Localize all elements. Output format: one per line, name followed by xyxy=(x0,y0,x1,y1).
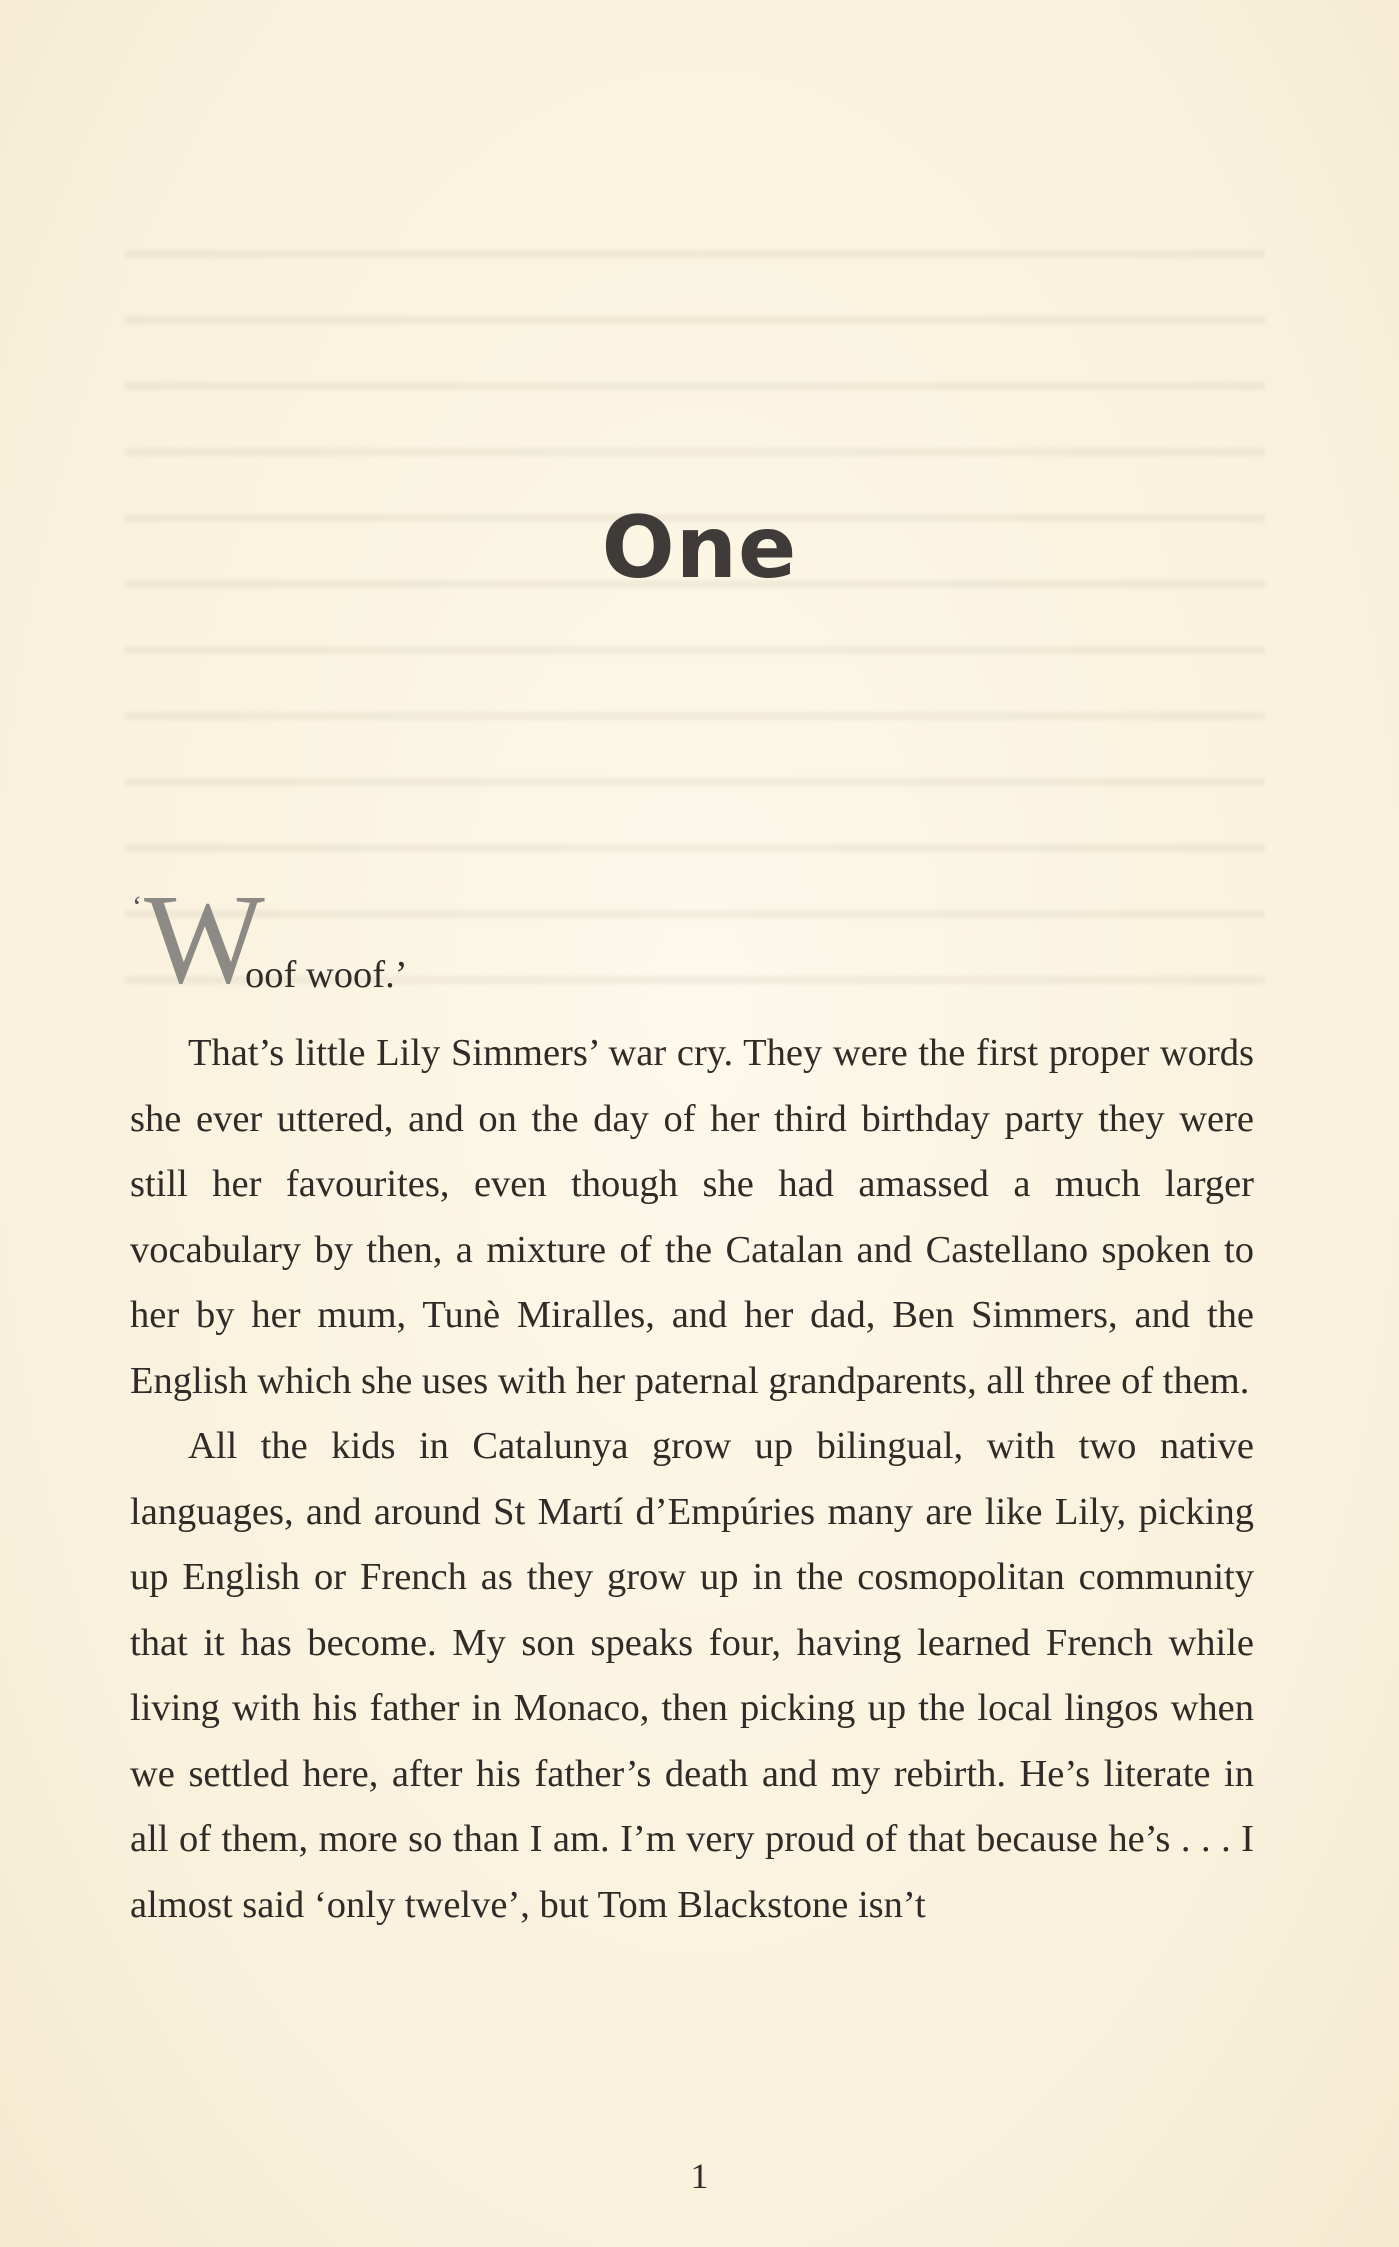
page-number: 1 xyxy=(690,2156,709,2196)
paragraph-1: That’s little Lily Simmers’ war cry. They were the first proper words she ever uttered, and on the day of her third birthday party they were still her favourites, even though she had amassed a much larger vocabulary by then, a mixture of the Catalan and Castellano spoken to her by her mum, Tunè Miralles, and her dad, Ben Simmers, and the English which she uses with her paternal grandparents, all three of them. xyxy=(130,1032,1254,1402)
drop-cap: W xyxy=(144,868,259,1010)
chapter-title: One xyxy=(601,498,798,598)
paragraph-2: All the kids in Catalunya grow up bilingual, with two native languages, and around St Martí d’Empúries many are like Lily, picking up English or French as they grow up in the cosmopolitan community that it has become. My son speaks four, having learned French while living with his father in Monaco, then picking up the local lingos when we settled here, after his father’s death and my rebirth. He’s literate in all of them, more so than I am. I’m very proud of that because he’s . . . I almost said ‘only twelve’, but Tom Blackstone isn’t xyxy=(130,1425,1254,1926)
opening-text: oof woof.’ xyxy=(245,954,408,996)
opening-line xyxy=(130,868,1254,1021)
opening-quote-mark: ‘ xyxy=(132,890,142,923)
body-text xyxy=(130,868,1254,1938)
